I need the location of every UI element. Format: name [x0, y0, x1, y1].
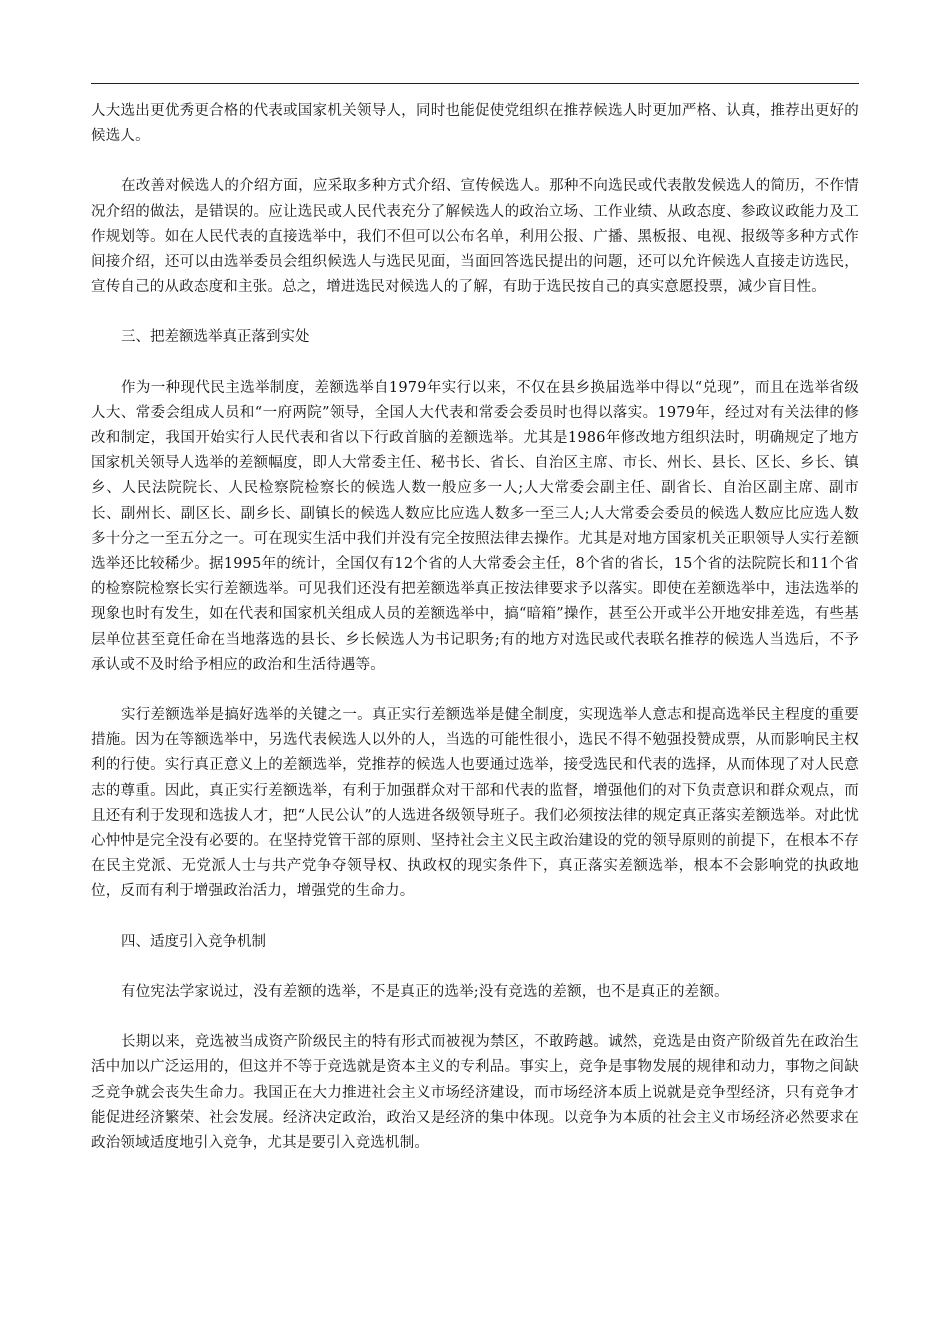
document-body	[91, 99, 859, 1156]
header-rule	[91, 83, 859, 84]
paragraph-continuation: 人大选出更优秀更合格的代表或国家机关领导人，同时也能促使党组织在推荐候选人时更加严格、认真，推荐出更好的候选人。	[91, 103, 859, 145]
section-heading-3: 三、把差额选举真正落到实处	[121, 329, 310, 346]
paragraph-competitive-election-history: 作为一种现代民主选举制度，差额选举自1979年实行以来，不仅在县乡换届选举中得以“兑现”，而且在选举省级人大、常委会组成人员和“一府两院”领导，全国人大代表和常委会委员时也得以落实。1979年，经过对有关法律的修改和制定，我国开始实行人民代表和省以下行政首脑的差额选举。尤其是1986年修改地方组织法时，明确规定了地方国家机关领导人选举的差额幅度，即人大常委主任、秘书长、省长、自治区主席、市长、州长、县长、区长、乡长、镇乡、人民法院院长、人民检察院检察长的候选人数一般应多一人;人大常委会副主任、副省长、自治区副主席、副市长、副州长、副区长、副乡长、副镇长的候选人数应比应选人数多一至三人;人大常委会委员的候选人数应比应选人数多十分之一至五分之一。可在现实生活中我们并没有完全按照法律去操作。尤其是对地方国家机关正职领导人实行差额选举还比较稀少。据1995年的统计，全国仅有12个省的人大常委会主任，8个省的省长，15个省的法院院长和11个省的检察院检察长实行差额选举。可见我们还没有把差额选举真正按法律要求予以落实。即使在差额选举中，违法选举的现象也时有发生，如在代表和国家机关组成人员的差额选举中，搞“暗箱”操作，甚至公开或半公开地安排差选，有些基层单位甚至竟任命在当地落选的县长、乡长候选人为书记职务;有的地方对选民或代表联名推荐的候选人当选后，不予承认或不及时给予相应的政治和生活待遇等。	[91, 379, 859, 673]
paragraph-scholar-quote: 有位宪法学家说过，没有差额的选举，不是真正的选举;没有竞选的差额，也不是真正的差额。	[121, 983, 729, 1000]
paragraph-candidate-introduction: 在改善对候选人的介绍方面，应采取多种方式介绍、宣传候选人。那种不向选民或代表散发候选人的简历，不作情况介绍的做法，是错误的。应让选民或人民代表充分了解候选人的政治立场、工作业绩、从政态度、参政议政能力及工作规划等。如在人民代表的直接选举中，我们不但可以公布名单，利用公报、广播、黑板报、电视、报级等多种方式作间接介绍，还可以由选举委员会组织候选人与选民见面，当面回答选民提出的问题，还可以允许候选人直接走访选民，宣传自己的从政态度和主张。总之，增进选民对候选人的了解，有助于选民按自己的真实意愿投票，减少盲目性。	[91, 178, 859, 296]
paragraph-competitive-election-key: 实行差额选举是搞好选举的关键之一。真正实行差额选举是健全制度，实现选举人意志和提高选举民主程度的重要措施。因为在等额选举中，另选代表候选人以外的人，当选的可能性很小，选民不得不勉强投赞成票，从而影响民主权利的行使。实行真正意义上的差额选举，党推荐的候选人也要通过选举，接受选民和代表的选择，从而体现了对人民意志的尊重。因此，真正实行差额选举，有利于加强群众对干部和代表的监督，增强他们的对下负责意识和群众观点，而且还有利于发现和选拔人才，把“人民公认”的人选进各级领导班子。我们必须按法律的规定真正落实差额选举。对此忧心忡忡是完全没有必要的。在坚持党管干部的原则、坚持社会主义民主政治建设的党的领导原则的前提下，在根本不存在民主党派、无党派人士与共产党争夺领导权、执政权的现实条件下，真正落实差额选举，根本不会影响党的执政地位，反而有利于增强政治活力，增强党的生命力。	[91, 707, 859, 900]
document-page	[91, 0, 859, 1344]
section-heading-4: 四、适度引入竞争机制	[121, 933, 266, 950]
paragraph-competition-mechanism: 长期以来，竞选被当成资产阶级民主的特有形式而被视为禁区，不敢跨越。诚然，竞选是由资产阶级首先在政治生活中加以广泛运用的，但这并不等于竞选就是资本主义的专利品。事实上，竞争是事物发展的规律和动力，事物之间缺乏竞争就会丧失生命力。我国正在大力推进社会主义市场经济建设，而市场经济本质上说就是竞争型经济，只有竞争才能促进经济繁荣、社会发展。经济决定政治，政治又是经济的集中体现。以竞争为本质的社会主义市场经济必然要求在政治领域适度地引入竞争，尤其是要引入竞选机制。	[91, 1034, 859, 1151]
